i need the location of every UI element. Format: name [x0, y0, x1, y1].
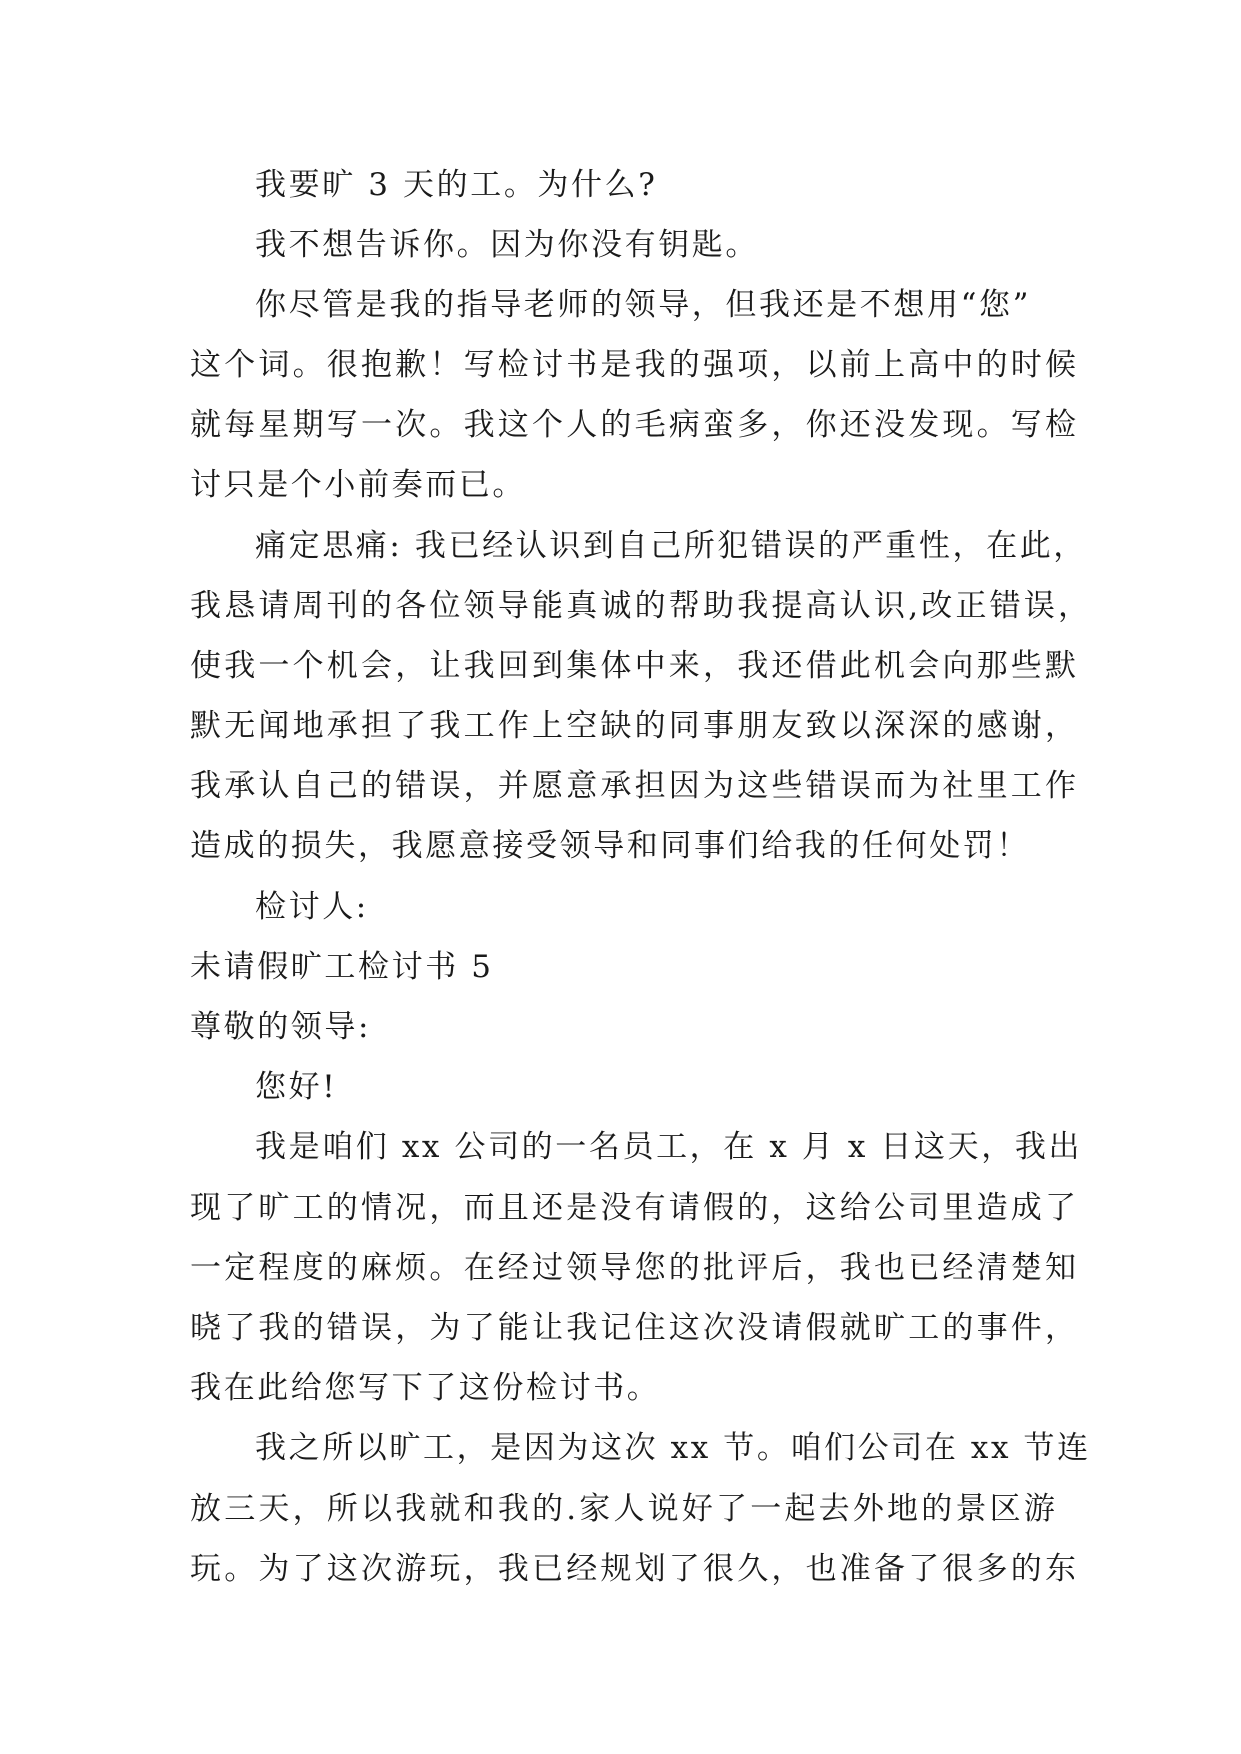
- paragraph-line: 就每星期写一次。我这个人的毛病蛮多，你还没发现。写检: [190, 407, 1080, 443]
- paragraph-line: 默无闻地承担了我工作上空缺的同事朋友致以深深的感谢，: [190, 708, 1080, 744]
- paragraph-line: 我不想告诉你。因为你没有钥匙。: [255, 227, 759, 263]
- paragraph-line: 现了旷工的情况，而且还是没有请假的，这给公司里造成了: [190, 1190, 1080, 1226]
- paragraph-line: 我之所以旷工，是因为这次 xx 节。咱们公司在 xx 节连: [255, 1430, 1091, 1466]
- paragraph-line: 这个词。很抱歉！写检讨书是我的强项，以前上高中的时候: [190, 347, 1080, 383]
- paragraph-line: 我承认自己的错误，并愿意承担因为这些错误而为社里工作: [190, 768, 1080, 804]
- paragraph-line: 我要旷 3 天的工。为什么?: [255, 167, 658, 203]
- greeting: 您好!: [255, 1069, 338, 1105]
- paragraph-line: 玩。为了这次游玩，我已经规划了很久，也准备了很多的东: [190, 1551, 1080, 1587]
- paragraph-line: 你尽管是我的指导老师的领导，但我还是不想用“您”: [255, 287, 1032, 323]
- paragraph-line: 使我一个机会，让我回到集体中来，我还借此机会向那些默: [190, 648, 1080, 684]
- paragraph-line: 晓了我的错误，为了能让我记住这次没请假就旷工的事件，: [190, 1310, 1080, 1346]
- paragraph-line: 讨只是个小前奏而已。: [190, 467, 526, 503]
- signature-label: 检讨人:: [255, 889, 369, 925]
- paragraph-line: 一定程度的麻烦。在经过领导您的批评后，我也已经清楚知: [190, 1250, 1080, 1286]
- paragraph-line: 我恳请周刊的各位领导能真诚的帮助我提高认识,改正错误，: [190, 588, 1093, 624]
- salutation: 尊敬的领导:: [190, 1009, 372, 1045]
- section-title: 未请假旷工检讨书 5: [190, 949, 494, 985]
- paragraph-line: 痛定思痛: 我已经认识到自己所犯错误的严重性，在此，: [255, 528, 1087, 564]
- paragraph-line: 造成的损失，我愿意接受领导和同事们给我的任何处罚！: [190, 828, 1030, 864]
- paragraph-line: 我是咱们 xx 公司的一名员工，在 x 月 x 日这天，我出: [255, 1129, 1083, 1165]
- paragraph-line: 放三天，所以我就和我的.家人说好了一起去外地的景区游: [190, 1491, 1059, 1527]
- paragraph-line: 我在此给您写下了这份检讨书。: [190, 1370, 661, 1406]
